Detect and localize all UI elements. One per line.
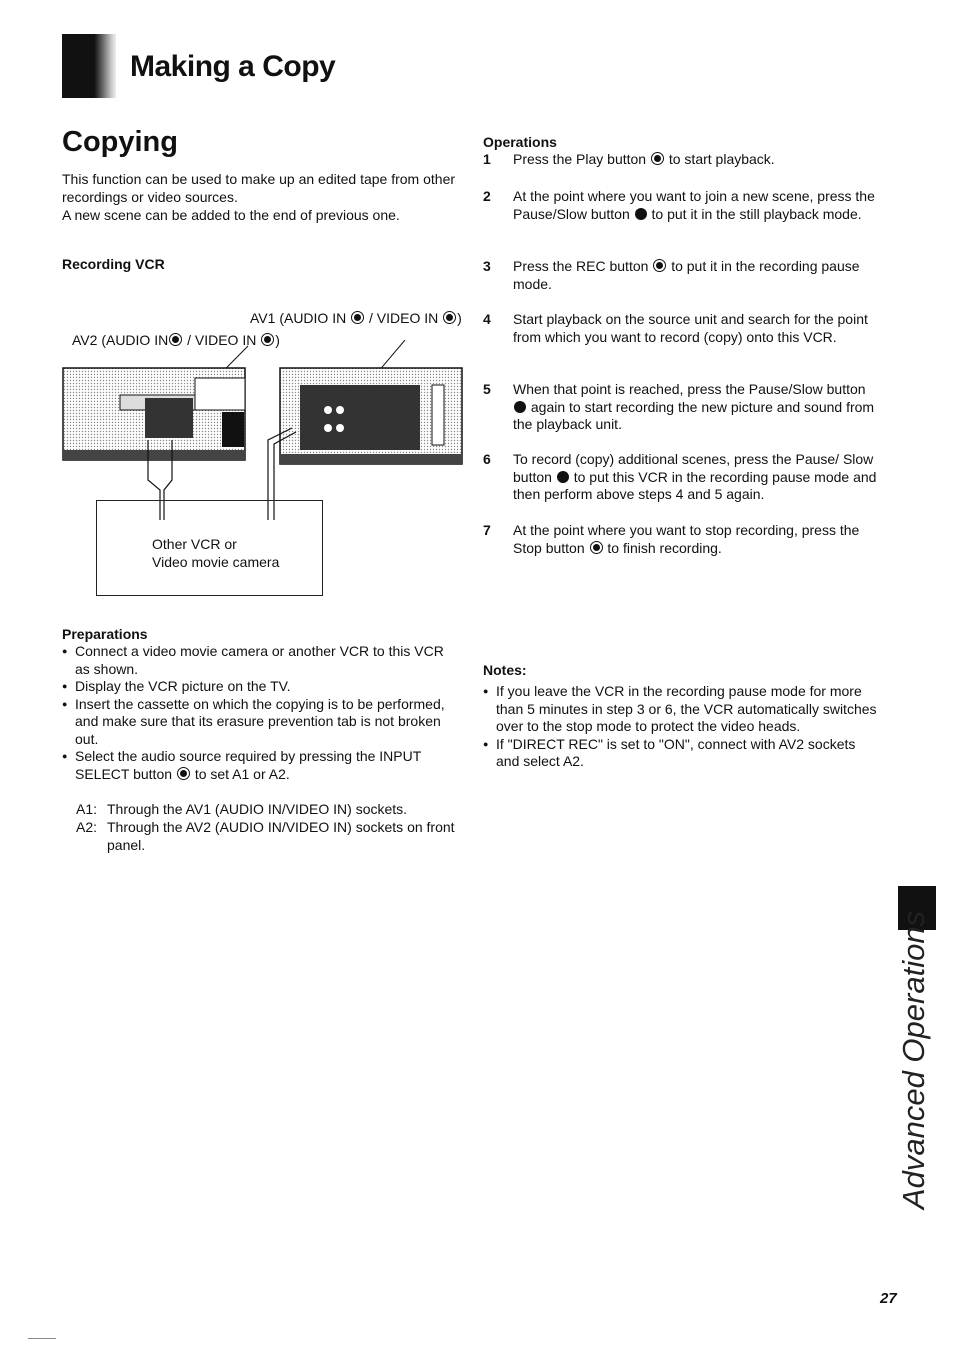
- vcr-rear-panel-icon: [280, 368, 462, 464]
- notes-list: [483, 683, 878, 771]
- intro-line-1: This function can be used to make up an edited tape from other recordings or video sources.: [62, 171, 456, 205]
- list-item: ● Insert the cassette on which the copying is to be performed, and make sure that its erasure prevention tab is not broken out.: [62, 696, 462, 749]
- list-item: ● If "DIRECT REC" is set to "ON", connect with AV2 sockets and select A2.: [483, 736, 878, 771]
- play-button-icon: [651, 152, 664, 165]
- list-item: ● If you leave the VCR in the recording pause mode for more than 5 minutes in step 3 or 6, the VCR automatically switches over to the stop mode to protect the video heads.: [483, 683, 878, 736]
- stop-button-icon: [590, 541, 603, 554]
- header-block-icon: [62, 34, 116, 98]
- operation-step: 5 When that point is reached, press the Pause/Slow button again to start recording the new picture and sound from the playback unit.: [483, 381, 875, 432]
- vcr-front-icon: [63, 368, 245, 460]
- input-select-button-icon: [177, 767, 190, 780]
- pause-slow-button-icon: [635, 208, 647, 220]
- side-tab-label: Advanced Operations: [896, 910, 932, 1210]
- operation-step: 7 At the point where you want to stop recording, press the Stop button to finish recording.: [483, 522, 860, 556]
- intro-text: [62, 170, 462, 224]
- av2-label-end: ): [275, 332, 280, 348]
- av1-label-end: ): [457, 310, 462, 326]
- operation-step: 6 To record (copy) additional scenes, press the Pause/ Slow button to put this VCR in the recording pause mode and then perform above steps 4 and 5 again.: [483, 451, 877, 502]
- audio-in-socket-icon: [351, 311, 364, 324]
- list-item: A1: Through the AV1 (AUDIO IN/VIDEO IN) sockets.: [76, 801, 408, 817]
- page-number: 27: [880, 1290, 897, 1307]
- av1-label: [250, 310, 462, 326]
- operation-step: 2 At the point where you want to join a new scene, press the Pause/Slow button to put it in the still playback mode.: [483, 188, 875, 222]
- av1-label-start: AV1 (AUDIO IN: [250, 310, 347, 326]
- intro-line-2: A new scene can be added to the end of previous one.: [62, 207, 400, 223]
- audio-source-options: [76, 800, 456, 854]
- operations-heading: Operations: [483, 134, 557, 150]
- av2-label-start: AV2 (AUDIO IN: [72, 332, 169, 348]
- pause-slow-button-icon: [557, 471, 569, 483]
- source-device-label: [152, 535, 279, 571]
- recording-vcr-heading: Recording VCR: [62, 256, 165, 272]
- section-title: Copying: [62, 126, 178, 158]
- rec-button-icon: [653, 259, 666, 272]
- av1-label-mid: / VIDEO IN: [368, 310, 439, 326]
- list-item: ● Display the VCR picture on the TV.: [62, 678, 462, 696]
- operation-step: 4 Start playback on the source unit and search for the point from which you want to record (copy) onto this VCR.: [483, 311, 868, 345]
- source-device-line-1: Other VCR or: [152, 536, 237, 552]
- operation-step: 3 Press the REC button to put it in the recording pause mode.: [483, 258, 860, 292]
- video-in-socket-icon: [443, 311, 456, 324]
- preparations-list: [62, 643, 462, 783]
- operation-step: 1 Press the Play button to start playback.: [483, 151, 775, 167]
- vcr-connection-diagram: [60, 340, 470, 520]
- list-item: A2: Through the AV2 (AUDIO IN/VIDEO IN) sockets on front panel.: [76, 819, 455, 853]
- footer-divider: [28, 1338, 56, 1339]
- page-title: Making a Copy: [130, 50, 336, 83]
- pause-slow-button-icon: [514, 401, 526, 413]
- list-item: ● Select the audio source required by pressing the INPUT SELECT button to set A1 or A2.: [62, 748, 462, 783]
- notes-heading: Notes:: [483, 662, 527, 678]
- preparations-heading: Preparations: [62, 626, 148, 642]
- av2-label-mid: / VIDEO IN: [187, 332, 257, 348]
- source-device-line-2: Video movie camera: [152, 554, 280, 570]
- list-item: ● Connect a video movie camera or another VCR to this VCR as shown.: [62, 643, 462, 678]
